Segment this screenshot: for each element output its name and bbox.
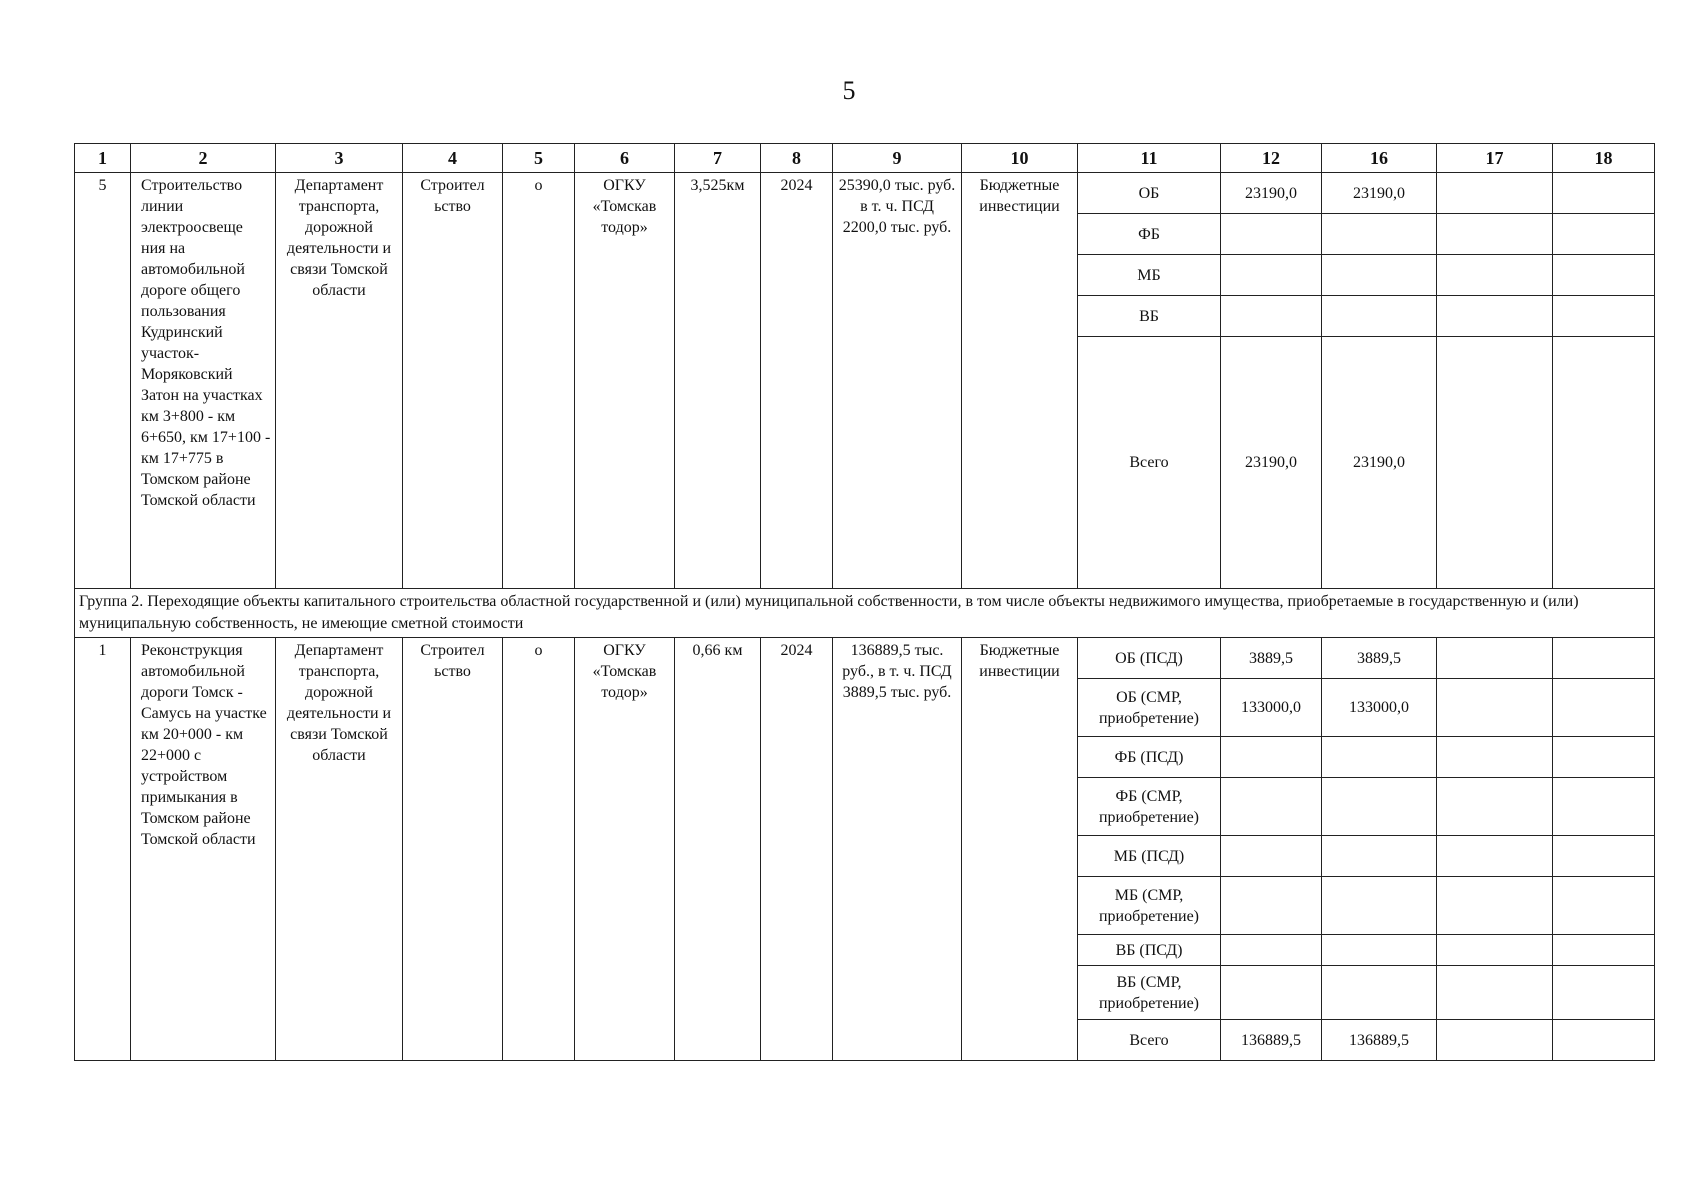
- customer: ОГКУ «Томскав тодор»: [575, 638, 675, 1061]
- value-12: 23190,0: [1221, 337, 1322, 589]
- col-header: 5: [503, 144, 575, 173]
- col-header: 16: [1322, 144, 1437, 173]
- department: Департамент транспорта, дорожной деятельности и связи Томской области: [276, 173, 403, 589]
- work-type: Строител ьство: [403, 173, 503, 589]
- value-16: [1322, 966, 1437, 1020]
- fund-source: ВБ (СМР, приобретение): [1078, 966, 1221, 1020]
- year: 2024: [761, 173, 833, 589]
- value-17: [1437, 638, 1553, 679]
- value-16: [1322, 296, 1437, 337]
- value-17: [1437, 778, 1553, 836]
- value-16: [1322, 778, 1437, 836]
- value-18: [1553, 778, 1655, 836]
- investment-form: Бюджетные инвестиции: [962, 173, 1078, 589]
- row-number: 1: [75, 638, 131, 1061]
- value-18: [1553, 836, 1655, 877]
- fund-source: МБ (ПСД): [1078, 836, 1221, 877]
- fund-source: ВБ (ПСД): [1078, 935, 1221, 966]
- value-12: 136889,5: [1221, 1020, 1322, 1061]
- value-18: [1553, 214, 1655, 255]
- fund-source: ФБ: [1078, 214, 1221, 255]
- value-17: [1437, 935, 1553, 966]
- value-16: [1322, 255, 1437, 296]
- value-12: [1221, 966, 1322, 1020]
- col-header: 18: [1553, 144, 1655, 173]
- page-number: 5: [842, 76, 856, 105]
- value-18: [1553, 638, 1655, 679]
- value-17: [1437, 1020, 1553, 1061]
- table-row: [75, 173, 1655, 214]
- value-12: [1221, 836, 1322, 877]
- fund-source: ФБ (СМР, приобретение): [1078, 778, 1221, 836]
- value-17: [1437, 296, 1553, 337]
- value-12: [1221, 935, 1322, 966]
- col-header: 4: [403, 144, 503, 173]
- estimated-cost: 25390,0 тыс. руб. в т. ч. ПСД 2200,0 тыс. руб.: [833, 173, 962, 589]
- capacity: 0,66 км: [675, 638, 761, 1061]
- fund-source: ОБ: [1078, 173, 1221, 214]
- value-12: [1221, 737, 1322, 778]
- value-12: [1221, 778, 1322, 836]
- value-17: [1437, 679, 1553, 737]
- value-17: [1437, 836, 1553, 877]
- col-header: 9: [833, 144, 962, 173]
- value-16: 3889,5: [1322, 638, 1437, 679]
- investment-form: Бюджетные инвестиции: [962, 638, 1078, 1061]
- value-18: [1553, 679, 1655, 737]
- col-header: 12: [1221, 144, 1322, 173]
- fund-source: МБ (СМР, приобретение): [1078, 877, 1221, 935]
- col-header: 17: [1437, 144, 1553, 173]
- col5-value: о: [503, 638, 575, 1061]
- value-18: [1553, 296, 1655, 337]
- object-name: Реконструкция автомобильной дороги Томск - Самусь на участке км 20+000 - км 22+000 с устройством примыкания в Томском районе Томской области: [131, 638, 276, 1061]
- work-type: Строител ьство: [403, 638, 503, 1061]
- col-header: 10: [962, 144, 1078, 173]
- fund-source-total: Всего: [1078, 1020, 1221, 1061]
- value-17: [1437, 337, 1553, 589]
- value-17: [1437, 966, 1553, 1020]
- value-17: [1437, 255, 1553, 296]
- col5-value: о: [503, 173, 575, 589]
- value-12: 133000,0: [1221, 679, 1322, 737]
- fund-source: МБ: [1078, 255, 1221, 296]
- col-header: 1: [75, 144, 131, 173]
- header-row: [75, 144, 1655, 173]
- value-16: [1322, 737, 1437, 778]
- value-12: [1221, 255, 1322, 296]
- value-12: 3889,5: [1221, 638, 1322, 679]
- value-17: [1437, 173, 1553, 214]
- group-heading: Группа 2. Переходящие объекты капитального строительства областной государственной и (или) муниципальной собственности, в том числе объекты недвижимого имущества, приобретаемые в государственную и (или) муниципальную собственность, не имеющие сметной стоимости: [75, 589, 1655, 638]
- value-18: [1553, 966, 1655, 1020]
- fund-source: ВБ: [1078, 296, 1221, 337]
- fund-source-total: Всего: [1078, 337, 1221, 589]
- col-header: 11: [1078, 144, 1221, 173]
- value-16: [1322, 214, 1437, 255]
- value-17: [1437, 737, 1553, 778]
- object-name: Строительство линии электроосвеще ния на автомобильной дороге общего пользования Кудринский участок-Моряковский Затон на участках км 3+800 - км 6+650, км 17+100 - км 17+775 в Томском районе Томской области: [131, 173, 276, 589]
- investment-table: [74, 143, 1655, 1061]
- value-16: [1322, 935, 1437, 966]
- col-header: 3: [276, 144, 403, 173]
- value-18: [1553, 1020, 1655, 1061]
- department: Департамент транспорта, дорожной деятельности и связи Томской области: [276, 638, 403, 1061]
- value-17: [1437, 877, 1553, 935]
- value-18: [1553, 255, 1655, 296]
- group-heading-row: [75, 589, 1655, 638]
- col-header: 2: [131, 144, 276, 173]
- value-18: [1553, 877, 1655, 935]
- year: 2024: [761, 638, 833, 1061]
- customer: ОГКУ «Томскав тодор»: [575, 173, 675, 589]
- col-header: 7: [675, 144, 761, 173]
- table-row: [75, 638, 1655, 679]
- value-16: 23190,0: [1322, 173, 1437, 214]
- row-number: 5: [75, 173, 131, 589]
- value-12: [1221, 214, 1322, 255]
- value-16: 133000,0: [1322, 679, 1437, 737]
- value-18: [1553, 173, 1655, 214]
- fund-source: ОБ (ПСД): [1078, 638, 1221, 679]
- value-12: [1221, 296, 1322, 337]
- value-18: [1553, 337, 1655, 589]
- value-16: [1322, 836, 1437, 877]
- value-16: 23190,0: [1322, 337, 1437, 589]
- col-header: 6: [575, 144, 675, 173]
- value-12: [1221, 877, 1322, 935]
- estimated-cost: 136889,5 тыс. руб., в т. ч. ПСД 3889,5 тыс. руб.: [833, 638, 962, 1061]
- value-17: [1437, 214, 1553, 255]
- value-12: 23190,0: [1221, 173, 1322, 214]
- fund-source: ОБ (СМР, приобретение): [1078, 679, 1221, 737]
- fund-source: ФБ (ПСД): [1078, 737, 1221, 778]
- capacity: 3,525км: [675, 173, 761, 589]
- value-18: [1553, 737, 1655, 778]
- value-16: 136889,5: [1322, 1020, 1437, 1061]
- col-header: 8: [761, 144, 833, 173]
- value-18: [1553, 935, 1655, 966]
- value-16: [1322, 877, 1437, 935]
